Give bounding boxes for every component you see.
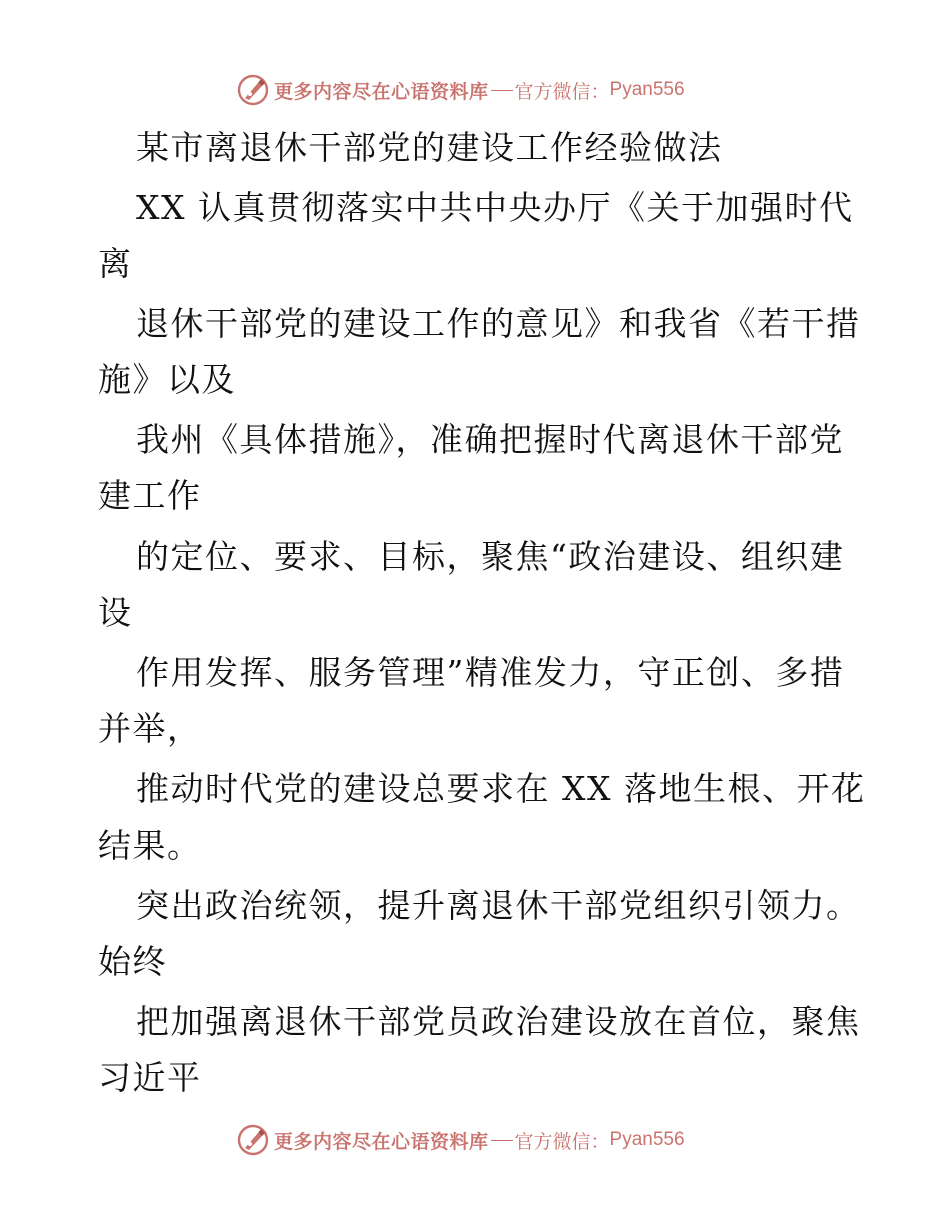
text-line: 推动时代党的建设总要求在 XX 落地生根、开花: [136, 769, 866, 808]
text-line: 的定位、要求、目标，聚焦“政治建设、组织建: [136, 537, 845, 576]
text-line: 离: [98, 244, 133, 283]
text-line: XX 认真贯彻落实中共中央办厅《关于加强时代: [136, 188, 854, 227]
pen-logo-icon: [236, 73, 270, 107]
watermark-official-label: 官方微信: [514, 80, 591, 103]
text-line: 结果。: [98, 826, 202, 865]
watermark-brand: 更多内容尽在心语资料库: [274, 80, 489, 103]
watermark-dash: [491, 90, 513, 91]
text-line: 我州《具体措施》，准确把握时代离退休干部党: [136, 420, 844, 459]
text-line: 并举，: [98, 709, 202, 748]
header-watermark: [236, 73, 685, 107]
footer-watermark: [236, 1123, 685, 1157]
watermark-colon: ：: [590, 1130, 610, 1153]
text-line: 作用发挥、服务管理”精准发力，守正创、多措: [136, 653, 845, 692]
text-line: 把加强离退休干部党员政治建设放在首位，聚焦: [136, 1002, 861, 1041]
text-line: 突出政治统领，提升离退休干部党组织引领力。: [136, 886, 861, 925]
text-line: 设: [98, 593, 133, 632]
text-line: 施》以及: [98, 360, 236, 399]
watermark-wechat-id: Pyan556: [609, 79, 685, 100]
watermark-brand: 更多内容尽在心语资料库: [274, 1130, 489, 1153]
text-line: 退休干部党的建设工作的意见》和我省《若干措: [136, 304, 861, 343]
text-line: 建工作: [98, 476, 202, 515]
watermark-dash: [491, 1140, 513, 1141]
watermark-official-label: 官方微信: [514, 1130, 591, 1153]
text-line: 习近平: [98, 1058, 202, 1097]
pen-logo-icon: [236, 1123, 270, 1157]
document-title: 某市离退休干部党的建设工作经验做法: [136, 128, 723, 167]
watermark-colon: ：: [590, 80, 610, 103]
watermark-wechat-id: Pyan556: [609, 1129, 685, 1150]
text-line: 始终: [98, 942, 167, 981]
